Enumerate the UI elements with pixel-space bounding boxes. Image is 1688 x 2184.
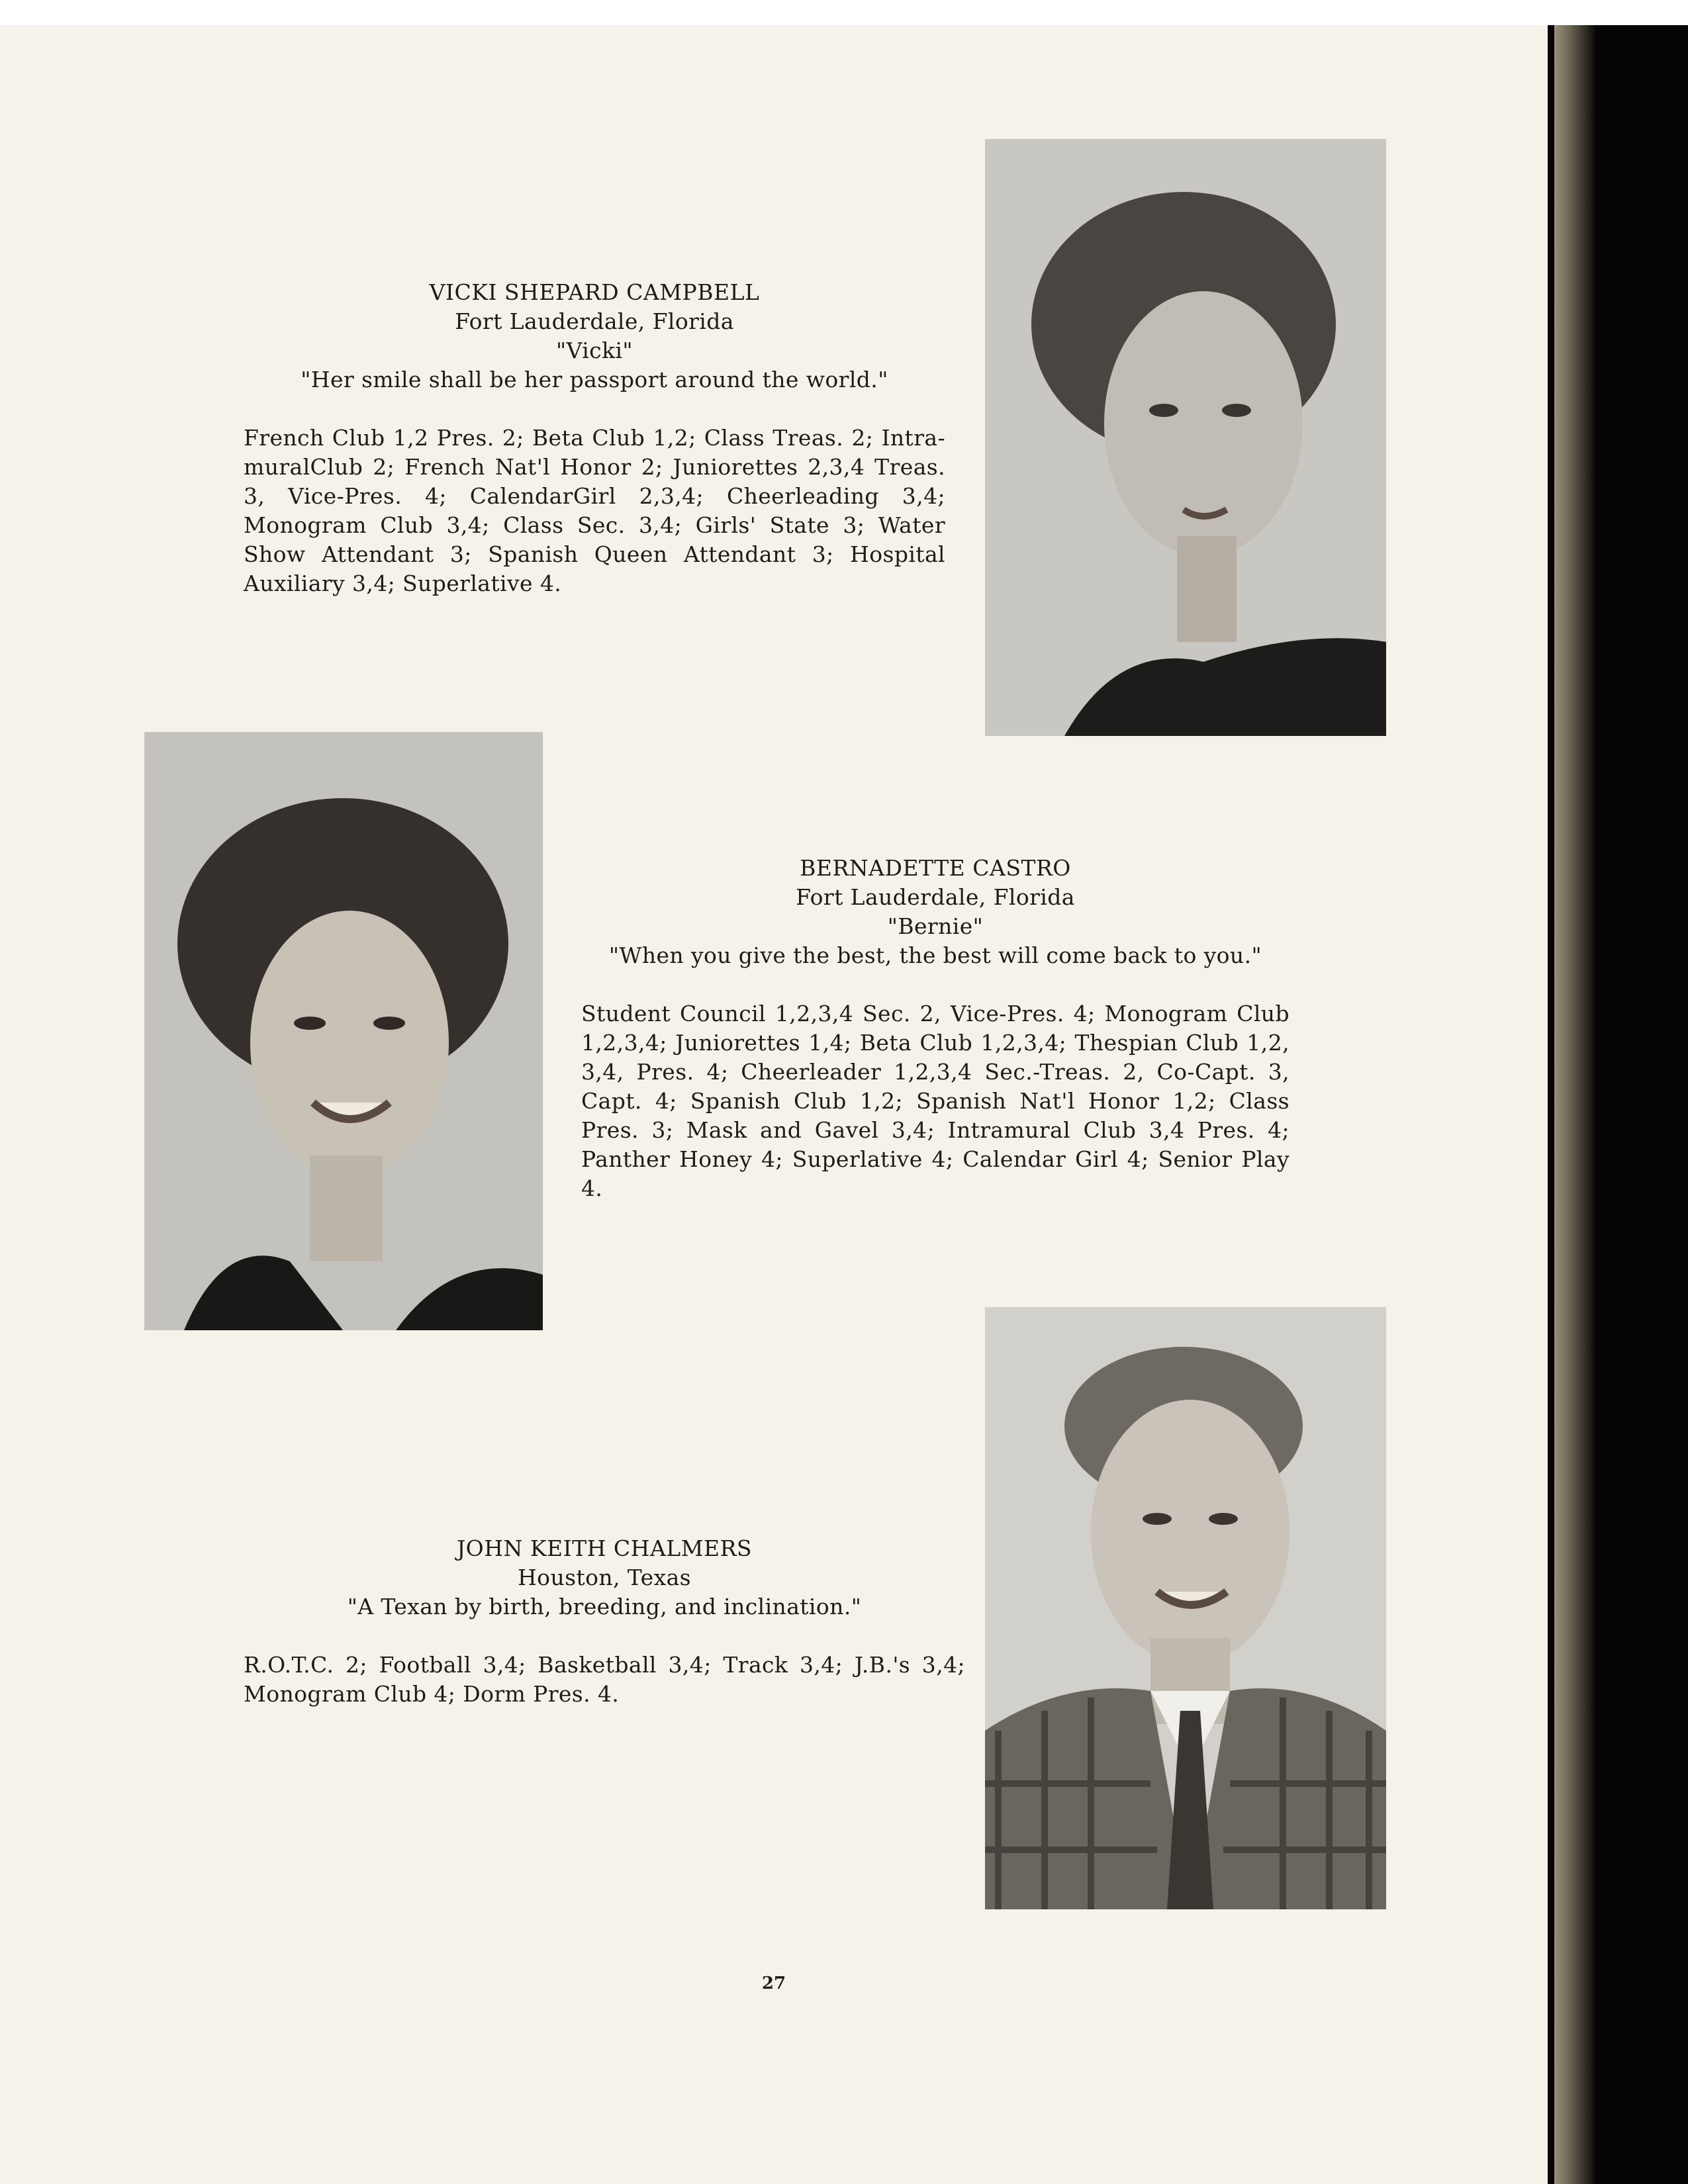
student-activities: French Club 1,2 Pres. 2; Beta Club 1,2; Class Treas. 2; Intra-muralClub 2; French Nat'l Honor 2; Juniorettes 2,3,4 Treas. 3, Vice-Pres. 4; CalendarGirl 2,3,4; Cheerleading 3,4; Monogram Club 3,4; Class Sec. 3,4; Girls' State 3; Water Show Attendant 3; Spanish Queen Attendant 3; Hospital Auxiliary 3,4; Superlative 4. [244, 425, 945, 596]
student-entry-bernadette-castro [581, 854, 1289, 1203]
student-hometown: Fort Lauderdale, Florida [796, 884, 1075, 910]
portrait-photo-john-chalmers [985, 1307, 1386, 1909]
student-activities: R.O.T.C. 2; Football 3,4; Basketball 3,4; Track 3,4; J.B.'s 3,4; Monogram Club 4; Dorm Pres. 4. [244, 1652, 965, 1707]
student-hometown: Houston, Texas [518, 1565, 691, 1590]
student-quote: "When you give the best, the best will come back to you." [608, 942, 1262, 968]
book-gutter [1554, 25, 1595, 2184]
student-name: JOHN KEITH CHALMERS [456, 1535, 753, 1561]
student-quote: "A Texan by birth, breeding, and inclination." [347, 1594, 862, 1619]
portrait-photo-vicki-campbell [985, 139, 1386, 736]
student-entry-john-chalmers [244, 1534, 965, 1709]
student-name: VICKI SHEPARD CAMPBELL [429, 279, 760, 305]
student-entry-vicki-campbell [244, 278, 945, 598]
student-nickname: "Vicki" [556, 338, 633, 363]
student-quote: "Her smile shall be her passport around the world." [301, 367, 888, 392]
student-nickname: "Bernie" [887, 913, 984, 939]
page-number: 27 [761, 1974, 786, 1993]
student-hometown: Fort Lauderdale, Florida [455, 308, 734, 334]
student-name: BERNADETTE CASTRO [800, 855, 1071, 881]
portrait-photo-bernadette-castro [144, 732, 543, 1330]
student-activities: Student Council 1,2,3,4 Sec. 2, Vice-Pres. 4; Monogram Club 1,2,3,4; Juniorettes 1,4; Beta Club 1,2,3,4; Thespian Club 1,2, 3,4, Pres. 4; Cheerleader 1,2,3,4 Sec.-Treas. 2, Co-Capt. 3, Capt. 4; Spanish Club 1,2; Spanish Nat'l Honor 1,2; Class Pres. 3; Mask and Gavel 3,4; Intramural Club 3,4 Pres. 4; Panther Honey 4; Superlative 4; Calendar Girl 4; Senior Play 4. [581, 1001, 1289, 1201]
